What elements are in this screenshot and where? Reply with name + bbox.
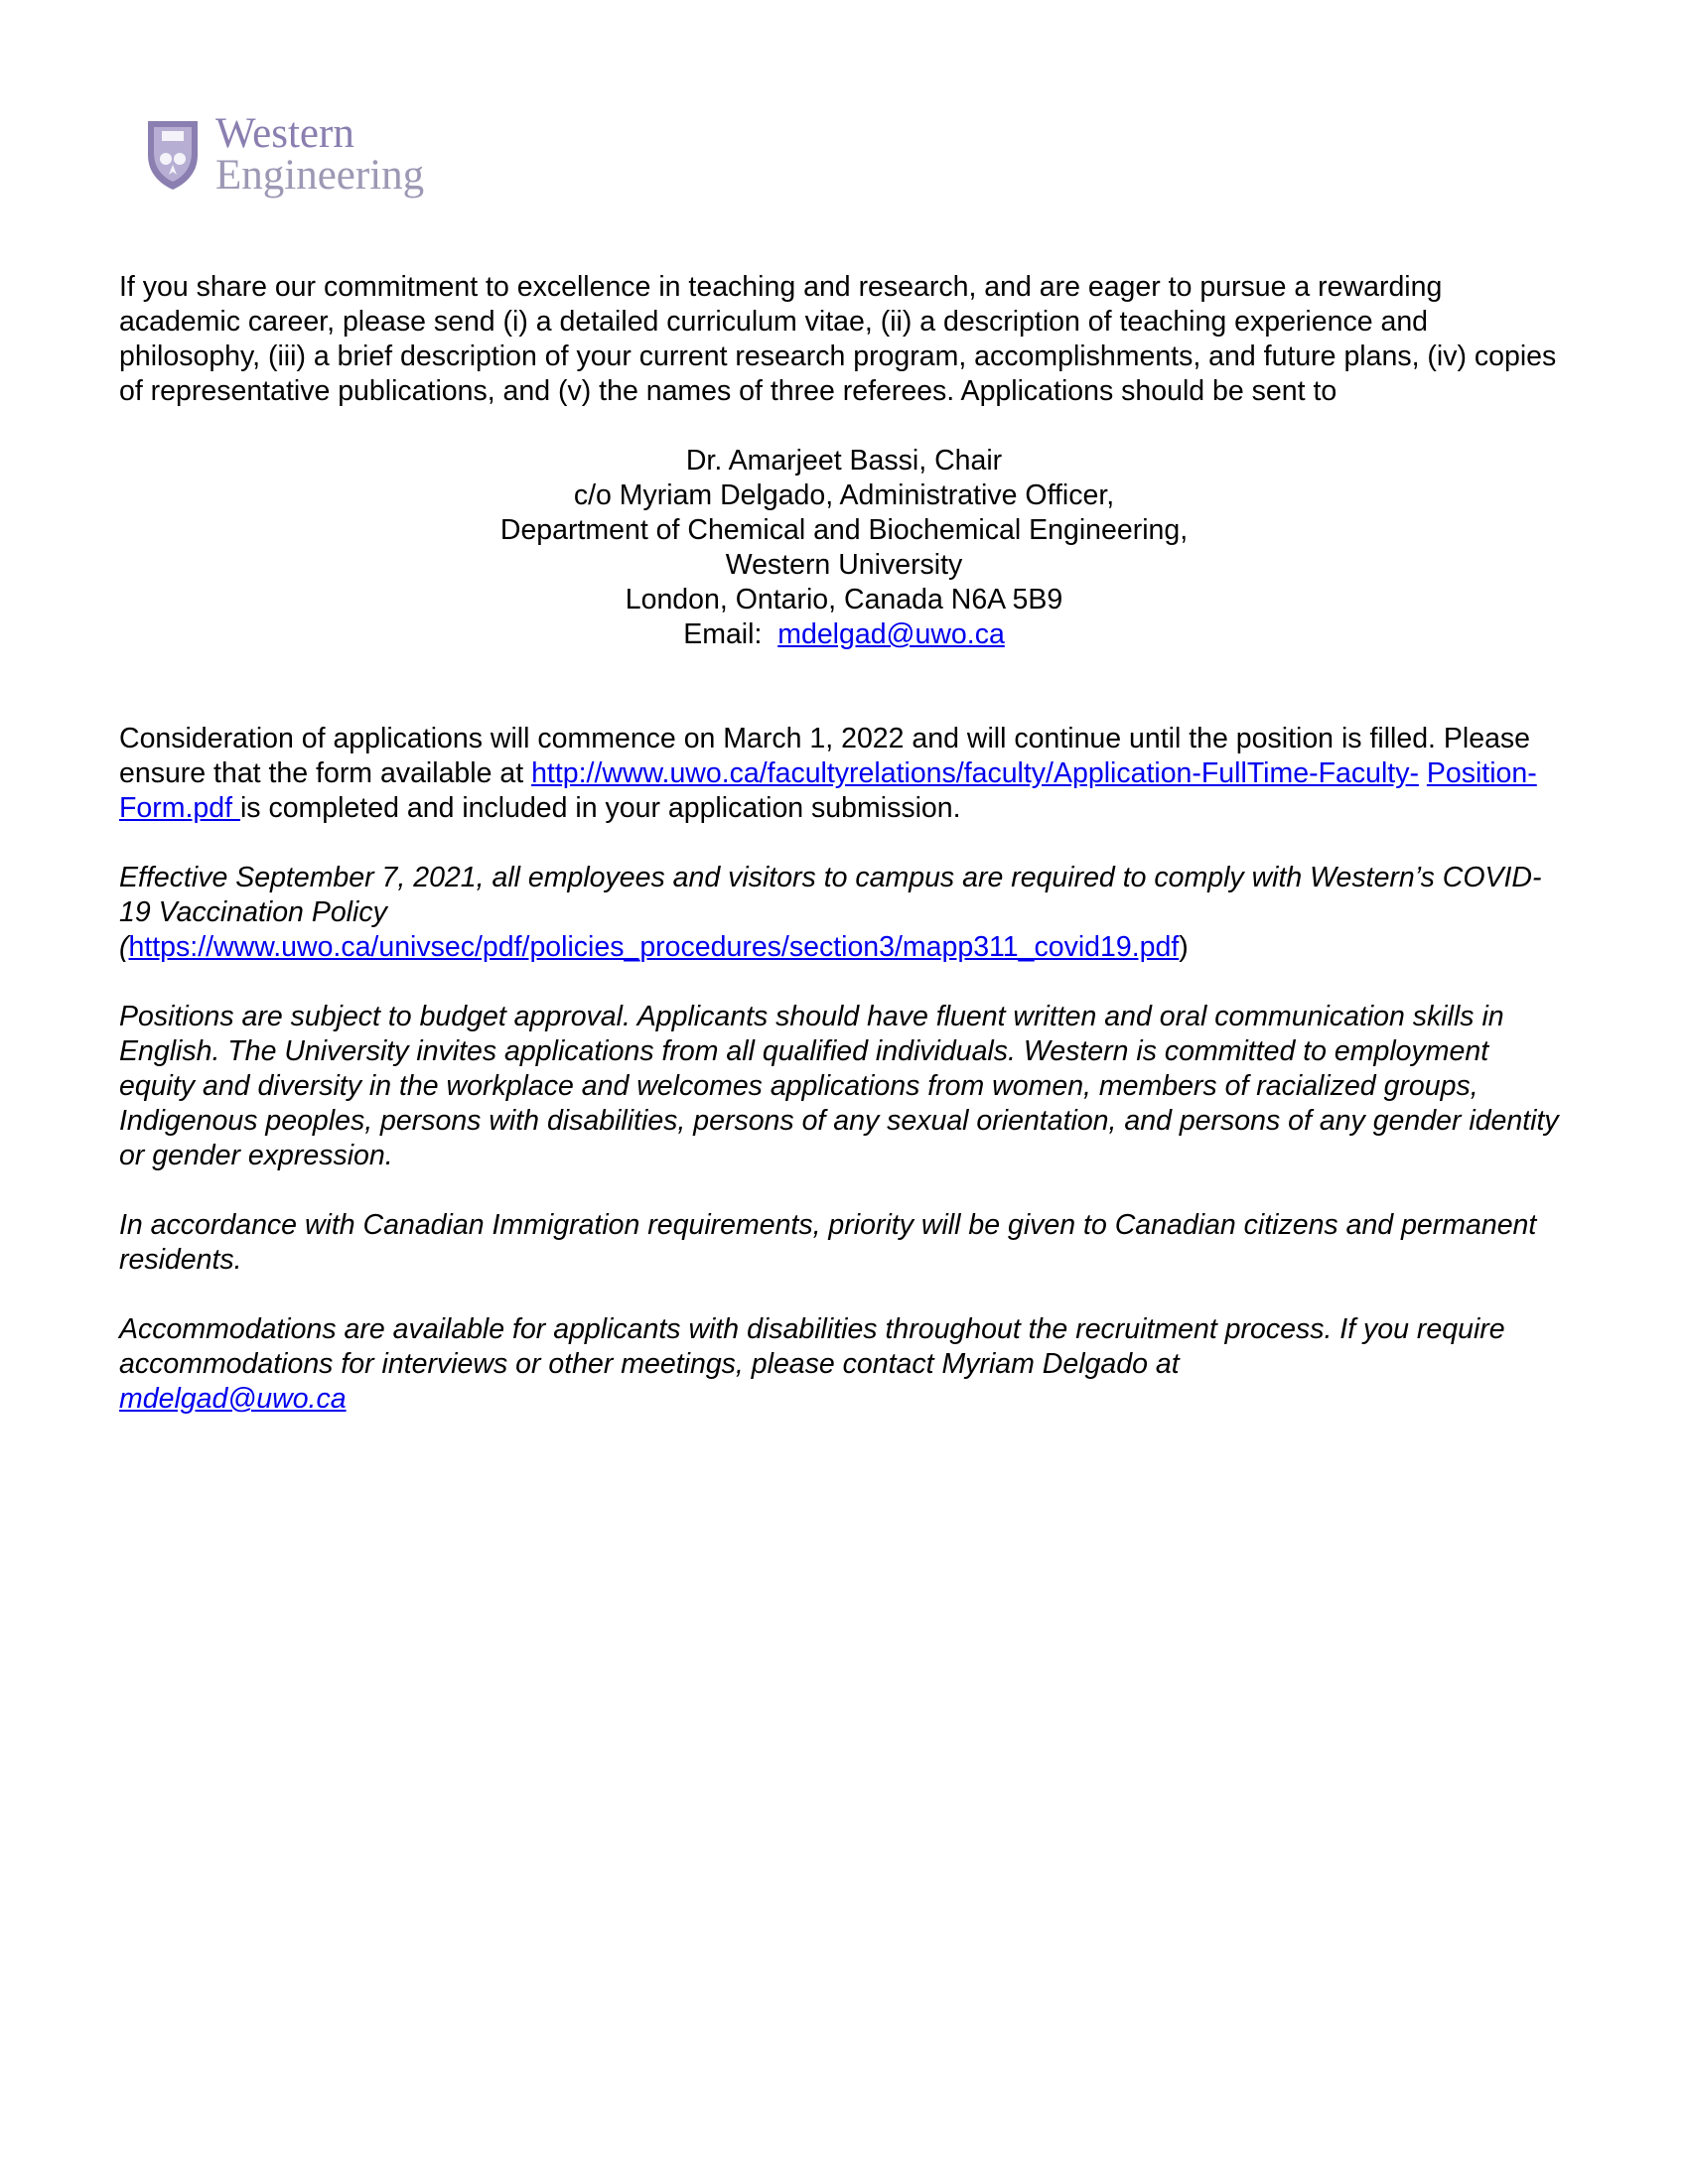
logo-line-engineering: Engineering <box>215 152 425 199</box>
logo-wordmark <box>215 110 425 199</box>
address-line-name: Dr. Amarjeet Bassi, Chair <box>685 445 1003 477</box>
logo-line-western: Western <box>215 110 354 157</box>
accommodations-text: Accommodations are available for applicants with disabilities throughout the recruitment process. If you require accommodations for interviews or other meetings, please contact Myriam Delgado at <box>119 1313 1505 1380</box>
covid-paragraph <box>119 861 1569 965</box>
accommodations-paragraph <box>119 1312 1569 1417</box>
mailing-address <box>119 444 1569 652</box>
immigration-paragraph: In accordance with Canadian Immigration requirements, priority will be given to Canadian citizens and permanent residents. <box>119 1209 1537 1276</box>
covid-close-paren: ) <box>1179 931 1189 963</box>
address-line-city: London, Ontario, Canada N6A 5B9 <box>625 584 1063 615</box>
covid-policy-link[interactable]: https://www.uwo.ca/univsec/pdf/policies_procedures/section3/mapp311_covid19.pdf <box>128 931 1180 963</box>
address-line-care-of: c/o Myriam Delgado, Administrative Officer, <box>573 479 1115 511</box>
email-link[interactable]: mdelgad@uwo.ca <box>777 618 1005 650</box>
covid-text: Effective September 7, 2021, all employees and visitors to campus are required to comply with Western’s COVID-19 Vaccination Policy <box>119 862 1542 928</box>
address-line-university: Western University <box>725 549 963 581</box>
budget-paragraph: Positions are subject to budget approval. Applicants should have fluent written and oral communication skills in English. The University invites applications from all qualified individuals. Western is committed to employment equity and diversity in the workplace and welcomes applications from women, members of racialized groups, Indigenous peoples, persons with disabilities, persons of any sexual orientation, and persons of any gender identity or gender expression. <box>119 1001 1559 1171</box>
consideration-text: Consideration of applications will commence on March 1, 2022 and will continue until the position is filled. Please ensure that the form available at <box>119 723 1531 789</box>
email-label: Email: <box>683 618 763 650</box>
covid-open-paren: ( <box>119 931 129 963</box>
consideration-text-end: is completed and included in your application submission. <box>239 792 961 824</box>
western-engineering-logo <box>144 111 424 199</box>
western-shield-icon <box>144 117 202 193</box>
application-form-link-continued[interactable]: Position-Form.pdf <box>119 757 1537 824</box>
intro-paragraph: If you share our commitment to excellence in teaching and research, and are eager to pursue a rewarding academic career, please send (i) a detailed curriculum vitae, (ii) a description of teaching experience and philosophy, (iii) a brief description of your current research program, accomplishments, and future plans, (iv) copies of representative publications, and (v) the names of three referees. Applications should be sent to <box>119 271 1557 407</box>
accommodations-email-link[interactable]: mdelgad@uwo.ca <box>119 1383 347 1415</box>
address-line-department: Department of Chemical and Biochemical Engineering, <box>499 514 1189 546</box>
address-line-email <box>119 617 1569 652</box>
document-body <box>119 270 1569 1417</box>
consideration-paragraph <box>119 722 1569 826</box>
application-form-link[interactable]: http://www.uwo.ca/facultyrelations/faculty/Application-FullTime-Faculty- <box>531 757 1419 789</box>
